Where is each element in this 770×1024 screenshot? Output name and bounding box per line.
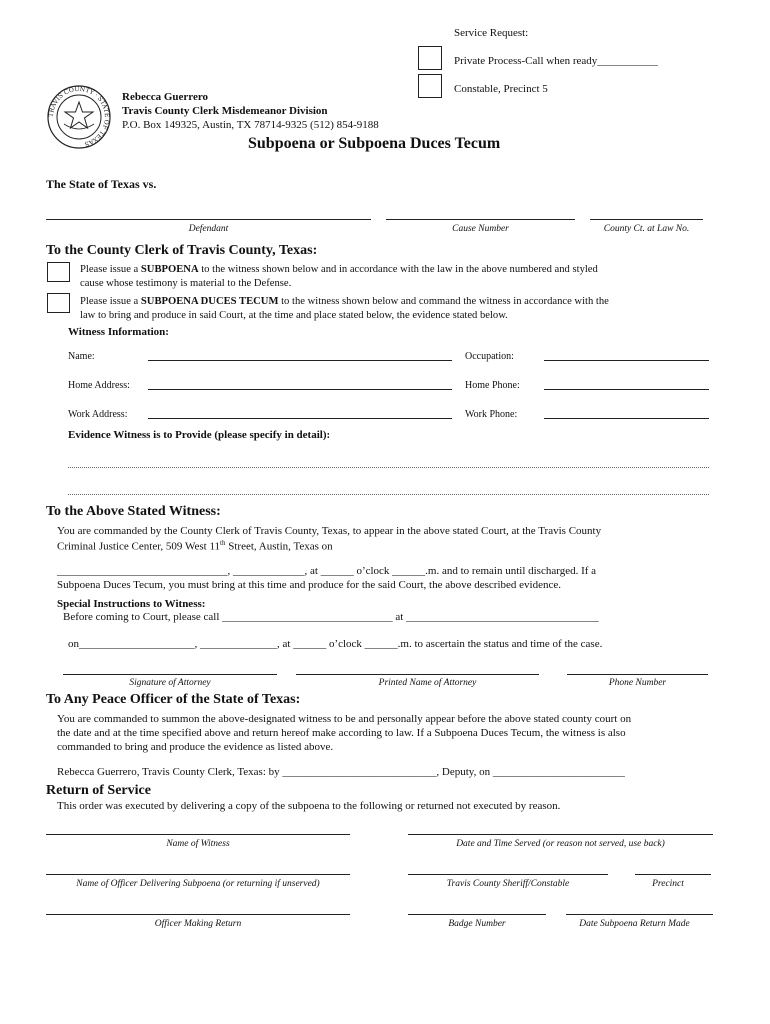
precinct-caption: Precinct <box>652 879 684 889</box>
clerk-section-heading: To the County Clerk of Travis County, Texas: <box>46 243 318 258</box>
attorney-signature-field[interactable] <box>63 674 277 675</box>
sheriff-constable-caption: Travis County Sheriff/Constable <box>446 879 570 889</box>
work-phone-field[interactable] <box>544 418 709 419</box>
clerk-name: Rebecca Guerrero <box>122 91 209 103</box>
special-instructions-heading: Special Instructions to Witness: <box>57 598 206 610</box>
occupation-field[interactable] <box>544 360 709 361</box>
name-of-witness-caption: Name of Witness <box>166 839 230 849</box>
home-address-label: Home Address: <box>68 380 130 391</box>
date-time-served-field[interactable] <box>408 834 713 835</box>
service-request-label: Service Request: <box>454 27 529 39</box>
subpoena-option-text: Please issue a SUBPOENA to the witness shown below and in accordance with the law in the above numbered and styled cause whose testimony is material to the Defense. <box>80 264 598 289</box>
home-phone-field[interactable] <box>544 389 709 390</box>
signature-caption: Signature of Attorney <box>129 678 211 688</box>
cause-number-caption: Cause Number <box>452 224 509 234</box>
home-address-field[interactable] <box>148 389 452 390</box>
duces-tecum-option-text: Please issue a SUBPOENA DUCES TECUM to the witness shown below and command the witness in accordance with the law to bring and produce in said Court, at the time and place stated below, the evidence stated below. <box>80 296 609 321</box>
cause-number-field[interactable] <box>386 219 575 220</box>
officer-return-caption: Officer Making Return <box>154 919 242 929</box>
court-number-field[interactable] <box>590 219 703 220</box>
officer-return-field[interactable] <box>46 914 350 915</box>
return-of-service-text: This order was executed by delivering a copy of the subpoena to the following or returned not executed by reason. <box>57 800 561 812</box>
work-phone-label: Work Phone: <box>465 409 518 420</box>
work-address-label: Work Address: <box>68 409 128 420</box>
witness-name-field[interactable] <box>46 834 350 835</box>
return-of-service-heading: Return of Service <box>46 783 151 798</box>
officer-delivering-field[interactable] <box>46 874 350 875</box>
phone-caption: Phone Number <box>608 678 667 688</box>
attorney-printed-name-field[interactable] <box>296 674 539 675</box>
clerk-address: P.O. Box 149325, Austin, TX 78714-9325 (512) 854-9188 <box>122 119 379 131</box>
special-instructions-call-line[interactable]: Before coming to Court, please call _______________________________ at ___________________________________ <box>63 611 599 623</box>
precinct-field[interactable] <box>635 874 711 875</box>
clerk-division: Travis County Clerk Misdemeanor Division <box>122 105 328 117</box>
special-instructions-date-line[interactable]: on_____________________, ______________, at ______ o’clock ______.m. to ascertain the status and time of the case. <box>68 638 603 650</box>
county-seal <box>46 84 112 150</box>
defendant-field[interactable] <box>46 219 371 220</box>
name-field[interactable] <box>148 360 452 361</box>
page-title: Subpoena or Subpoena Duces Tecum <box>248 135 501 152</box>
constable-label: Constable, Precinct 5 <box>454 83 548 95</box>
date-return-caption: Date Subpoena Return Made <box>579 919 690 929</box>
date-return-field[interactable] <box>566 914 713 915</box>
printed-name-caption: Printed Name of Attorney <box>378 678 477 688</box>
home-phone-label: Home Phone: <box>465 380 520 391</box>
subpoena-checkbox[interactable] <box>47 262 70 282</box>
appearance-date-line[interactable]: _______________________________, _____________, at ______ o’clock ______.m. and to remain until discharged. If a <box>57 565 597 577</box>
peace-officer-line-2: the date and at the time specified above and return hereof make according to law. If a Subpoena Duces Tecum, the witness is also <box>57 727 626 739</box>
officer-delivering-caption: Name of Officer Delivering Subpoena (or returning if unserved) <box>76 879 320 889</box>
above-witness-line-2: Criminal Justice Center, 509 West 11th Street, Austin, Texas on <box>57 539 333 553</box>
above-witness-line-1: You are commanded by the County Clerk of Travis County, Texas, to appear in the above stated Court, at the Travis County <box>57 525 602 537</box>
work-address-field[interactable] <box>148 418 452 419</box>
state-vs: The State of Texas vs. <box>46 177 157 191</box>
private-process-label: Private Process-Call when ready___________ <box>454 55 658 67</box>
defendant-caption: Defendant <box>188 224 229 234</box>
peace-officer-line-1: You are commanded to summon the above-designated witness to be and personally appear before the above stated county court on <box>57 713 632 725</box>
witness-info-heading: Witness Information: <box>68 326 169 338</box>
court-number-caption: County Ct. at Law No. <box>603 224 690 234</box>
badge-number-field[interactable] <box>408 914 546 915</box>
private-process-checkbox[interactable] <box>418 46 442 70</box>
occupation-label: Occupation: <box>465 351 514 362</box>
evidence-line-1[interactable] <box>68 467 709 468</box>
clerk-deputy-line[interactable]: Rebecca Guerrero, Travis County Clerk, Texas: by ____________________________, Deputy, on ________________________ <box>57 766 625 778</box>
peace-officer-heading: To Any Peace Officer of the State of Texas: <box>46 692 301 707</box>
constable-checkbox[interactable] <box>418 74 442 98</box>
badge-number-caption: Badge Number <box>448 919 506 929</box>
name-label: Name: <box>68 351 95 362</box>
evidence-label: Evidence Witness is to Provide (please specify in detail): <box>68 429 331 441</box>
peace-officer-line-3: commanded to bring and produce the evidence as listed above. <box>57 741 334 753</box>
above-witness-line-4: Subpoena Duces Tecum, you must bring at this time and produce for the said Court, the above described evidence. <box>57 579 561 591</box>
evidence-line-2[interactable] <box>68 494 709 495</box>
seal-text: TRAVIS COUNTY · STATE OF TEXAS <box>47 85 111 148</box>
date-time-served-caption: Date and Time Served (or reason not served, use back) <box>456 839 665 849</box>
subpoena-duces-tecum-checkbox[interactable] <box>47 293 70 313</box>
above-witness-heading: To the Above Stated Witness: <box>46 504 221 519</box>
sheriff-constable-field[interactable] <box>408 874 608 875</box>
attorney-phone-field[interactable] <box>567 674 708 675</box>
